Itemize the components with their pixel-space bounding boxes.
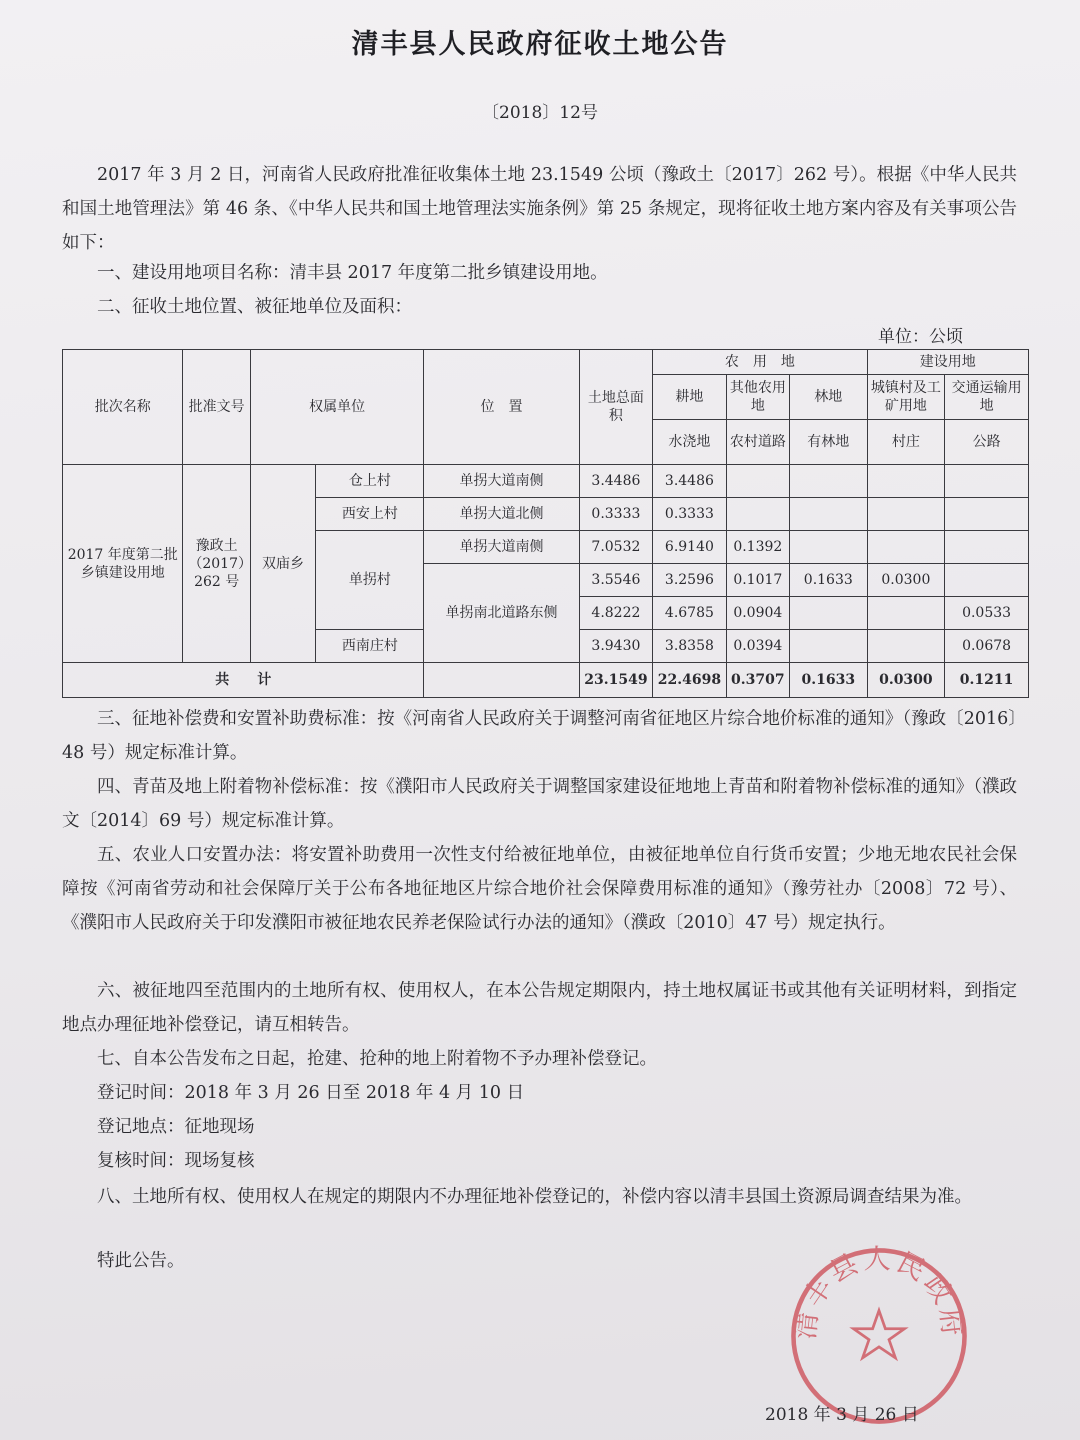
location-cell: 单拐大道南侧 xyxy=(424,531,579,564)
header-forested: 有林地 xyxy=(789,420,867,465)
road-cell xyxy=(945,531,1029,564)
road-cell xyxy=(945,564,1029,597)
irrigated-cell: 3.2596 xyxy=(653,564,727,597)
forested-cell xyxy=(789,465,867,498)
village-land-cell: 0.0300 xyxy=(867,564,945,597)
header-village: 村庄 xyxy=(867,420,945,465)
village-cell: 单拐村 xyxy=(316,531,424,630)
village-land-cell xyxy=(867,465,945,498)
closing-text: 特此公告。 xyxy=(97,1251,185,1271)
irrigated-cell: 4.6785 xyxy=(653,597,727,630)
total-location-cell xyxy=(424,663,579,698)
header-total: 土地总面积 xyxy=(579,350,653,465)
review-time: 复核时间：现场复核 xyxy=(97,1151,255,1171)
table-row xyxy=(63,465,1029,498)
header-other-agri: 其他农用地 xyxy=(726,375,789,420)
header-location: 位 置 xyxy=(424,350,579,465)
rural-road-cell xyxy=(726,498,789,531)
header-agri-group: 农 用 地 xyxy=(653,350,867,375)
approval-no-cell: 豫政土（2017）262 号 xyxy=(183,465,250,663)
village-cell: 西南庄村 xyxy=(316,630,424,663)
road-cell: 0.0678 xyxy=(945,630,1029,663)
irrigated-cell: 3.4486 xyxy=(653,465,727,498)
header-town-village: 城镇村及工矿用地 xyxy=(867,375,945,420)
village-land-cell xyxy=(867,597,945,630)
rural-road-cell: 0.0394 xyxy=(726,630,789,663)
village-cell: 仓上村 xyxy=(316,465,424,498)
forested-cell: 0.1633 xyxy=(789,663,867,698)
irrigated-cell: 3.8358 xyxy=(653,630,727,663)
forested-cell xyxy=(789,630,867,663)
header-cultivated: 耕地 xyxy=(653,375,727,420)
item-1: 一、建设用地项目名称：清丰县 2017 年度第二批乡镇建设用地。 xyxy=(97,263,608,283)
total-cell: 7.0532 xyxy=(579,531,653,564)
rural-road-cell: 0.1392 xyxy=(726,531,789,564)
village-land-cell xyxy=(867,630,945,663)
total-cell: 3.5546 xyxy=(579,564,653,597)
irrigated-cell: 0.3333 xyxy=(653,498,727,531)
header-owner: 权属单位 xyxy=(250,350,424,465)
total-cell: 3.9430 xyxy=(579,630,653,663)
document-number: 〔2018〕12号 xyxy=(482,103,598,123)
header-rural-road: 农村道路 xyxy=(726,420,789,465)
unit-label: 单位：公顷 xyxy=(878,327,963,347)
rural-road-cell: 0.3707 xyxy=(726,663,789,698)
village-land-cell xyxy=(867,498,945,531)
irrigated-cell: 22.4698 xyxy=(653,663,727,698)
registration-place: 登记地点：征地现场 xyxy=(97,1117,255,1137)
header-construct-group: 建设用地 xyxy=(867,350,1028,375)
item-3: 三、征地补偿费和安置补助费标准：按《河南省人民政府关于调整河南省征地区片综合地价标准的通知》（豫政〔2016〕48 号）规定标准计算。 xyxy=(62,709,1017,763)
land-table xyxy=(62,349,1036,698)
township-cell: 双庙乡 xyxy=(250,465,315,663)
road-cell: 0.0533 xyxy=(945,597,1029,630)
total-cell: 0.3333 xyxy=(579,498,653,531)
location-cell: 单拐大道北侧 xyxy=(424,498,579,531)
intro-paragraph: 2017 年 3 月 2 日，河南省人民政府批准征收集体土地 23.1549 公顷（豫政土〔2017〕262 号）。根据《中华人民共和国土地管理法》第 46 条、《中华人民共和国土地管理法实施条例》第 25 条规定，现将征收土地方案内容及有关事项公告如下： xyxy=(62,165,1017,253)
header-irrigated: 水浇地 xyxy=(653,420,727,465)
header-transport: 交通运输用 地 xyxy=(945,375,1029,420)
item-5: 五、农业人口安置办法：将安置补助费用一次性支付给被征地单位，由被征地单位自行货币安置；少地无地农民社会保障按《河南省劳动和社会保障厅关于公布各地征地区片综合地价社会保障费用标准的通知》（豫劳社办〔2008〕72 号）、《濮阳市人民政府关于印发濮阳市被征地农民养老保险试行办法的通知》（濮政〔2010〕47 号）规定执行。 xyxy=(62,845,1017,933)
total-row xyxy=(63,663,1029,698)
header-forest: 林地 xyxy=(789,375,867,420)
item-6: 六、被征地四至范围内的土地所有权、使用权人，在本公告规定期限内，持土地权属证书或其他有关证明材料，到指定地点办理征地补偿登记，请互相转告。 xyxy=(62,981,1017,1035)
forested-cell xyxy=(789,498,867,531)
forested-cell: 0.1633 xyxy=(789,564,867,597)
irrigated-cell: 6.9140 xyxy=(653,531,727,564)
total-cell: 3.4486 xyxy=(579,465,653,498)
location-cell: 单拐南北道路东侧 xyxy=(424,564,579,663)
header-batch: 批次名称 xyxy=(63,350,183,465)
page-title: 清丰县人民政府征收土地公告 xyxy=(351,29,729,60)
location-cell: 单拐大道南侧 xyxy=(424,465,579,498)
signature-date: 2018 年 3 月 26 日 xyxy=(765,1405,919,1425)
forested-cell xyxy=(789,597,867,630)
rural-road-cell: 0.0904 xyxy=(726,597,789,630)
village-land-cell: 0.0300 xyxy=(867,663,945,698)
road-cell xyxy=(945,498,1029,531)
total-cell: 23.1549 xyxy=(579,663,653,698)
forested-cell xyxy=(789,531,867,564)
registration-time: 登记时间：2018 年 3 月 26 日至 2018 年 4 月 10 日 xyxy=(97,1083,525,1103)
total-cell: 4.8222 xyxy=(579,597,653,630)
village-land-cell xyxy=(867,531,945,564)
batch-name-cell: 2017 年度第二批乡镇建设用地 xyxy=(63,465,183,663)
item-7: 七、自本公告发布之日起，抢建、抢种的地上附着物不予办理补偿登记。 xyxy=(97,1049,657,1069)
rural-road-cell: 0.1017 xyxy=(726,564,789,597)
item-2: 二、征收土地位置、被征地单位及面积： xyxy=(97,297,412,317)
header-approval: 批准文号 xyxy=(183,350,250,465)
header-road: 公路 xyxy=(945,420,1029,465)
total-label: 共 计 xyxy=(63,663,424,698)
item-8: 八、土地所有权、使用权人在规定的期限内不办理征地补偿登记的，补偿内容以清丰县国土资源局调查结果为准。 xyxy=(97,1187,972,1207)
rural-road-cell xyxy=(726,465,789,498)
village-cell: 西安上村 xyxy=(316,498,424,531)
svg-text:清丰县人民政府: 清丰县人民政府 xyxy=(790,1245,968,1342)
road-cell xyxy=(945,465,1029,498)
road-cell: 0.1211 xyxy=(945,663,1029,698)
item-4: 四、青苗及地上附着物补偿标准：按《濮阳市人民政府关于调整国家建设征地地上青苗和附着物补偿标准的通知》（濮政文〔2014〕69 号）规定标准计算。 xyxy=(62,777,1017,831)
